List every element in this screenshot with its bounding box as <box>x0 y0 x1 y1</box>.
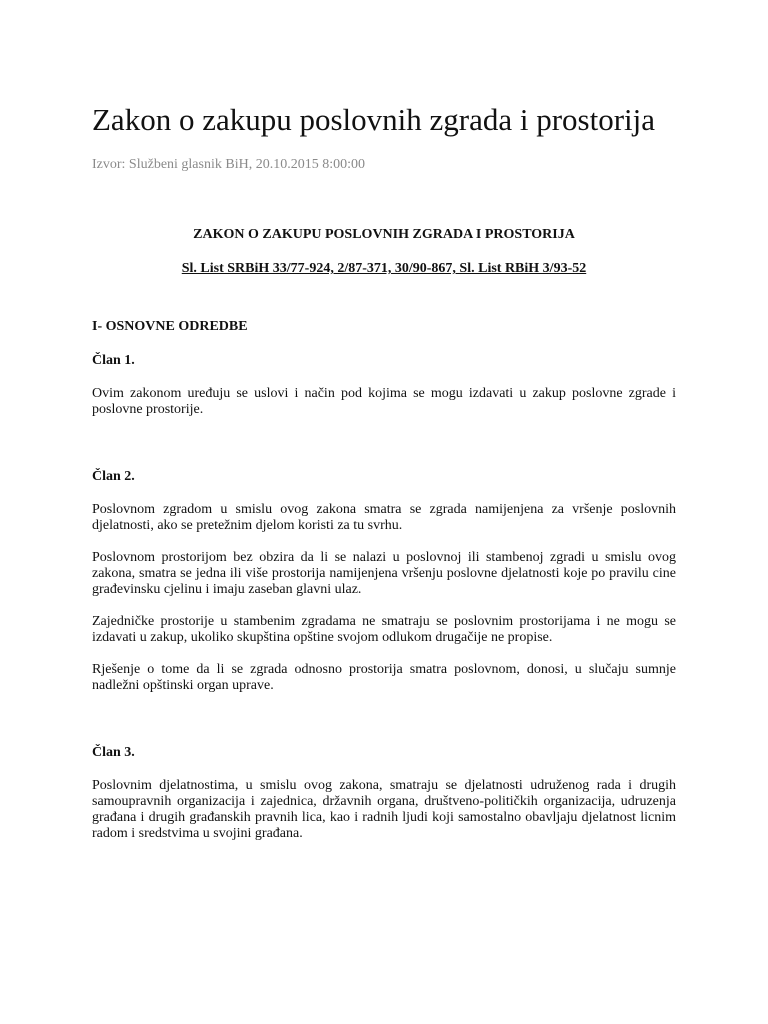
article-2-paragraph-3: Zajedničke prostorije u stambenim zgradama ne smatraju se poslovnim prostorijama i ne mogu se izdavati u zakup, ukoliko skupština opštine svojom odlukom drugačije ne propise. <box>92 614 676 645</box>
law-heading: ZAKON O ZAKUPU POSLOVNIH ZGRADA I PROSTORIJA <box>193 227 575 242</box>
source-line: Izvor: Službeni glasnik BiH, 20.10.2015 8:00:00 <box>92 157 365 172</box>
document-title: Zakon o zakupu poslovnih zgrada i prostorija <box>92 102 656 137</box>
article-1-paragraph-1: Ovim zakonom uređuju se uslovi i način pod kojima se mogu izdavati u zakup poslovne zgrade i poslovne prostorije. <box>92 386 676 417</box>
law-reference: Sl. List SRBiH 33/77-924, 2/87-371, 30/90-867, Sl. List RBiH 3/93-52 <box>181 261 587 276</box>
article-2-heading: Član 2. <box>92 469 135 484</box>
article-2-paragraph-4: Rješenje o tome da li se zgrada odnosno prostorija smatra poslovnom, donosi, u slučaju sumnje nadležni opštinski organ uprave. <box>92 662 676 693</box>
article-2-paragraph-2: Poslovnom prostorijom bez obzira da li se nalazi u poslovnoj ili stambenoj zgradi u smislu ovog zakona, smatra se jedna ili više prostorija namijenjena vršenju poslovne djelatnosti koje po pravilu cine građevinsku cjelinu i imaju zaseban glavni ulaz. <box>92 550 676 597</box>
chapter-heading: I- OSNOVNE ODREDBE <box>92 319 248 334</box>
article-3-heading: Član 3. <box>92 745 135 760</box>
article-3-paragraph-1: Poslovnim djelatnostima, u smislu ovog zakona, smatraju se djelatnosti udruženog rada i drugih samoupravnih organizacija i zajednica, državnih organa, društveno-političkih organizacija, udruzenja građana i drugih građanskih pravnih lica, kao i radnih ljudi koji samostalno obavljaju djelatnost licnim radom i sredstvima u svojini građana. <box>92 778 676 841</box>
article-1-heading: Član 1. <box>92 353 135 368</box>
article-2-paragraph-1: Poslovnom zgradom u smislu ovog zakona smatra se zgrada namijenjena za vršenje poslovnih djelatnosti, ako se pretežnim djelom koristi za tu svrhu. <box>92 502 676 533</box>
